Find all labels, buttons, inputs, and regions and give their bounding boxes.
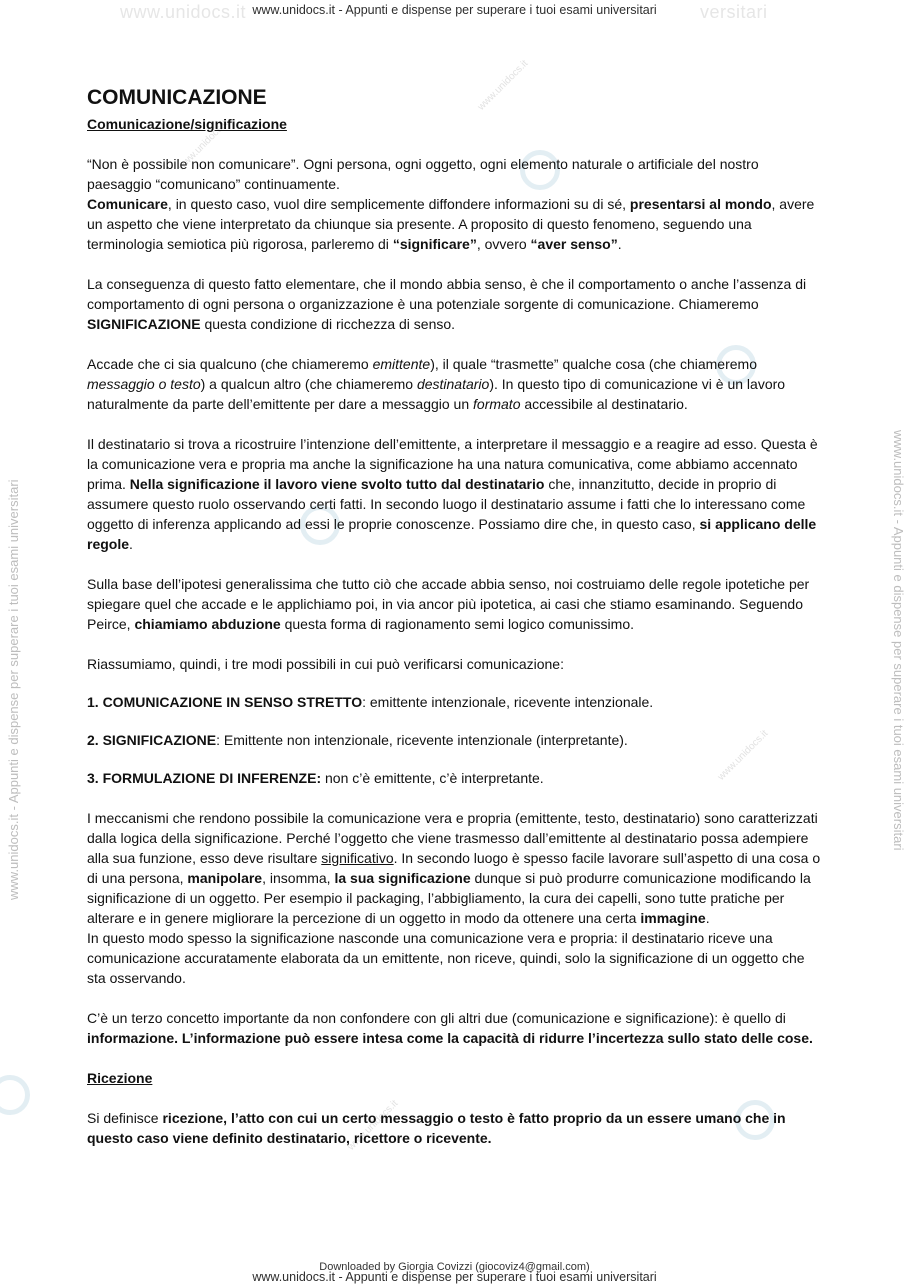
paragraph-11: Si definisce ricezione, l’atto con cui un certo messaggio o testo è fatto proprio da un essere umano che in questo caso viene definito destinatario, ricettore o ricevente. xyxy=(87,1110,786,1146)
paragraph-4: Accade che ci sia qualcuno (che chiameremo emittente), il quale “trasmette” qualche cosa (che chiameremo messaggio o testo) a qualcun altro (che chiameremo destinatario). In questo tipo di comunicazione vi è un lavoro naturalmente da parte dell’emittente per dare a messaggio un formato accessibile al destinatario. xyxy=(87,356,786,412)
watermark-text: www.unidocs.it xyxy=(345,1098,401,1153)
left-side-banner: www.unidocs.it - Appunti e dispense per superare i tuoi esami universitari xyxy=(6,479,21,900)
paragraph-7: Riassumiamo, quindi, i tre modi possibili in cui può verificarsi comunicazione: xyxy=(87,656,564,672)
download-attribution: Downloaded by Giorgia Covizzi (giocoviz4@gmail.com) xyxy=(319,1261,590,1273)
watermark-text: www.unidocs.it xyxy=(175,118,231,173)
header-banner[interactable]: www.unidocs.it - Appunti e dispense per superare i tuoi esami universitari xyxy=(252,3,657,17)
document-body xyxy=(87,84,827,1148)
paragraph-5: Il destinatario si trova a ricostruire l’intenzione dell’emittente, a interpretare il messaggio e a reagire ad esso. Questa è la comunicazione vera e propria ma anche la significazione ha una natura comunicativa, come abbiamo accennato prima. Nella significazione il lavoro viene svolto tutto dal destinatario che, innanzitutto, decide in proprio di assumere questo ruolo osservando certi fatti. In secondo luogo il destinatario assume i fatti che lo interessano come oggetto di inferenza applicando ad essi le proprie conoscenze. Possiamo dire che, in questo caso, si applicano delle regole. xyxy=(87,436,818,552)
list-item: 1. COMUNICAZIONE IN SENSO STRETTO: emittente intenzionale, ricevente intenzionale. xyxy=(87,694,654,710)
list-item: 3. FORMULAZIONE DI INFERENZE: non c’è emittente, c’è interpretante. xyxy=(87,770,544,786)
watermark-logo-icon xyxy=(0,1075,30,1115)
header-watermark-ghost-right: versitari xyxy=(700,2,768,22)
watermark-text: www.unidocs.it xyxy=(715,728,771,783)
list-item: 2. SIGNIFICAZIONE: Emittente non intenzionale, ricevente intenzionale (interpretante). xyxy=(87,732,628,748)
paragraph-8: I meccanismi che rendono possibile la comunicazione vera e propria (emittente, testo, destinatario) sono caratterizzati dalla logica della significazione. Perché l’oggetto che viene trasmesso dall’emittente al destinatario possa adempiere alla sua funzione, esso deve risultare significativo. In secondo luogo è spesso facile lavorare sull’aspetto di una cosa o di una persona, manipolare, insomma, la sua significazione dunque si può produrre comunicazione modificando la significazione di un oggetto. Per esempio il packaging, l’abbigliamento, la cura dei capelli, sono tutte pratiche per alterare e in genere migliorare la percezione di un oggetto in modo da ottenere una certa immagine. xyxy=(87,810,821,926)
paragraph-6: Sulla base dell’ipotesi generalissima che tutto ciò che accade abbia senso, noi costruiamo delle regole ipotetiche per spiegare quel che accade e le applichiamo poi, in via ancor più ipotetica, ai casi che stiamo esaminando. Seguendo Peirce, chiamiamo abduzione questa forma di ragionamento semi logico comunissimo. xyxy=(87,576,810,632)
paragraph-1: “Non è possibile non comunicare”. Ogni persona, ogni oggetto, ogni elemento naturale o artificiale del nostro paesaggio “comunicano” continuamente. xyxy=(87,156,759,192)
paragraph-10: C’è un terzo concetto importante da non confondere con gli altri due (comunicazione e significazione): è quello di informazione. L’informazione può essere intesa come la capacità di ridurre l’incertezza sullo stato delle cose. xyxy=(87,1010,813,1046)
footer-banner[interactable]: www.unidocs.it - Appunti e dispense per superare i tuoi esami universitari xyxy=(252,1270,657,1284)
page-title: COMUNICAZIONE xyxy=(87,86,267,109)
subtitle: Comunicazione/significazione xyxy=(87,116,287,132)
paragraph-2: Comunicare, in questo caso, vuol dire semplicemente diffondere informazioni su di sé, presentarsi al mondo, avere un aspetto che viene interpretato da chiunque sia presente. A proposito di questo fenomeno, seguendo una terminologia semiotica più rigorosa, parleremo di “significare”, ovvero “aver senso”. xyxy=(87,196,815,252)
header-watermark-ghost: www.unidocs.it xyxy=(120,2,247,22)
right-side-banner: www.unidocs.it - Appunti e dispense per superare i tuoi esami universitari xyxy=(891,430,906,851)
paragraph-9: In questo modo spesso la significazione nasconde una comunicazione vera e propria: il destinatario riceve una comunicazione accuratamente elaborata da un emittente, non riceve, quindi, solo la significazione di un oggetto che sta osservando. xyxy=(87,930,805,986)
section-title-ricezione: Ricezione xyxy=(87,1070,153,1086)
paragraph-3: La conseguenza di questo fatto elementare, che il mondo abbia senso, è che il comportamento o anche l’assenza di comportamento di ogni persona o organizzazione è una potenziale sorgente di comunicazione. Chiameremo SIGNIFICAZIONE questa condizione di ricchezza di senso. xyxy=(87,276,807,332)
watermark-text: www.unidocs.it xyxy=(475,58,531,113)
